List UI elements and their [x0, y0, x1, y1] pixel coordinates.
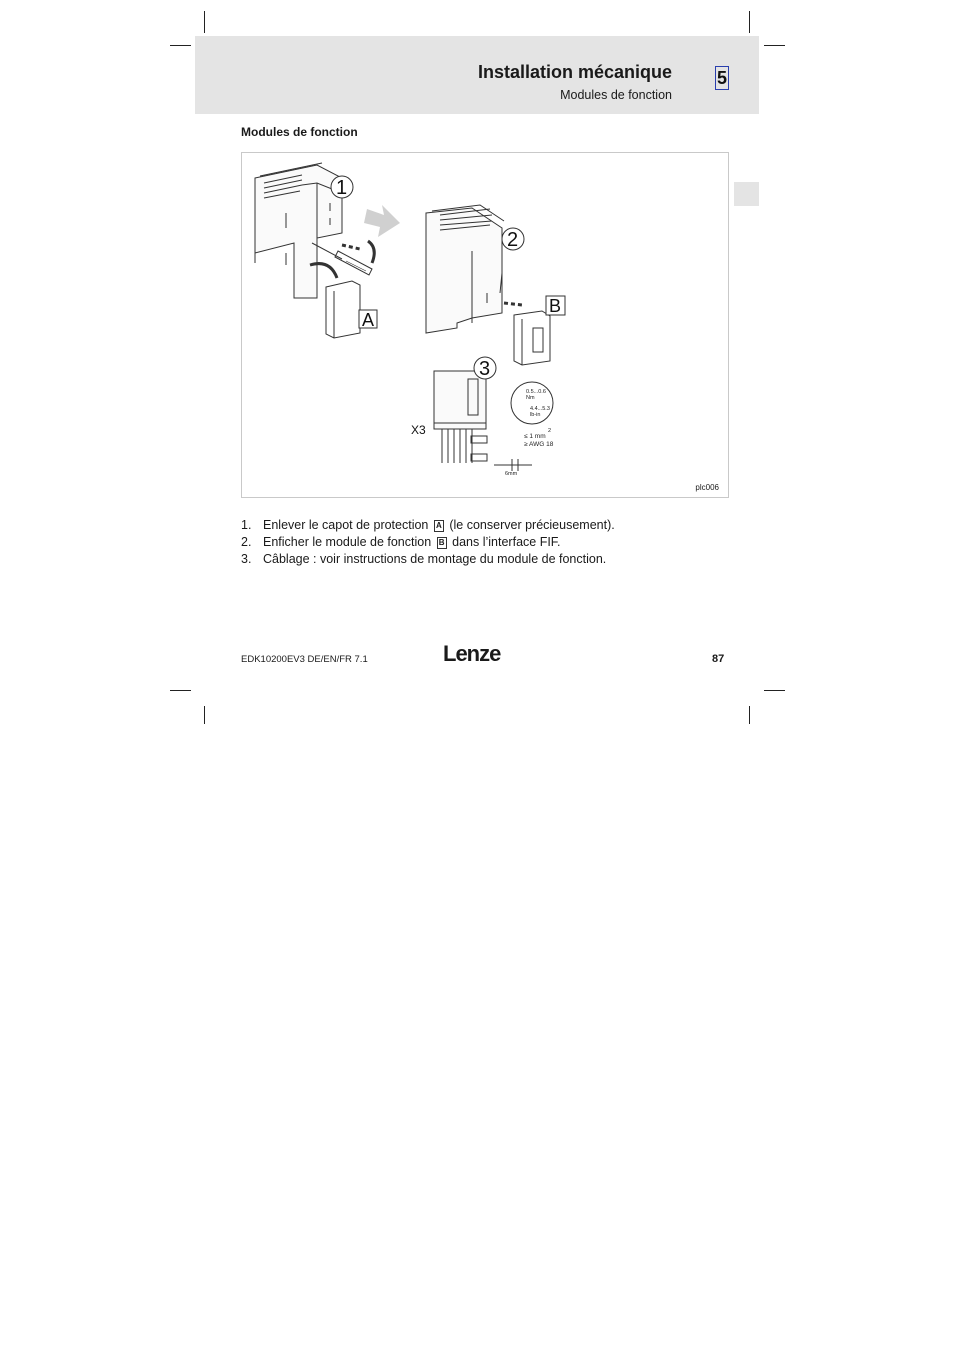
crop-mark: [749, 11, 750, 33]
chapter-title: Installation mécanique: [477, 62, 672, 82]
crop-mark: [764, 45, 785, 46]
torque-unit-lbin: lb-in: [530, 412, 541, 418]
torque-spec-lbin: 4.4...5.3: [530, 406, 550, 412]
marker-a: A: [434, 520, 444, 532]
step-number: 3.: [241, 552, 252, 566]
lenze-logo: Lenze: [443, 641, 501, 666]
instruction-step-3: [241, 552, 606, 566]
awg-spec: ≥ AWG 18: [524, 441, 554, 448]
chapter-side-tab: [734, 182, 759, 206]
chapter-subtitle: Modules de fonction: [560, 88, 672, 102]
step-3-label: 3: [479, 358, 491, 380]
connector-label: X3: [411, 423, 426, 437]
crop-mark: [204, 706, 205, 724]
step-text: Enficher le module de fonction: [263, 535, 432, 549]
instruction-step-1: [241, 518, 615, 532]
torque-spec-nm: 0.5...0.6: [526, 389, 546, 395]
callout-a-label: A: [362, 310, 375, 330]
strip-length: 6mm: [505, 471, 518, 477]
cross-section-exponent: 2: [548, 428, 552, 434]
step-1-label: 1: [336, 177, 348, 199]
crop-mark: [204, 11, 205, 33]
callout-b-label: B: [549, 296, 562, 316]
cross-section-spec: ≤ 1 mm: [524, 433, 546, 440]
chapter-number-link[interactable]: 5: [716, 68, 727, 88]
section-heading: Modules de fonction: [241, 125, 358, 139]
crop-mark: [170, 45, 191, 46]
step-text: Câblage : voir instructions de montage du module de fonction.: [263, 552, 607, 566]
marker-b: B: [437, 537, 447, 549]
instruction-step-2: [241, 535, 561, 549]
installation-figure: [241, 152, 729, 498]
torque-unit-nm: Nm: [526, 395, 535, 401]
crop-mark: [764, 690, 785, 691]
step-text: Enlever le capot de protection: [263, 518, 429, 532]
step-2-label: 2: [507, 229, 519, 251]
crop-mark: [749, 706, 750, 724]
step-text-continued: dans l’interface FIF.: [452, 535, 561, 549]
step-number: 2.: [241, 535, 252, 549]
crop-mark: [170, 690, 191, 691]
document-reference: EDK10200EV3 DE/EN/FR 7.1: [241, 654, 368, 665]
step-number: 1.: [241, 518, 252, 532]
figure-id: plc006: [695, 483, 719, 492]
installation-drawing: [242, 153, 728, 497]
step-text-continued: (le conserver précieusement).: [449, 518, 615, 532]
page-number: 87: [712, 653, 725, 665]
